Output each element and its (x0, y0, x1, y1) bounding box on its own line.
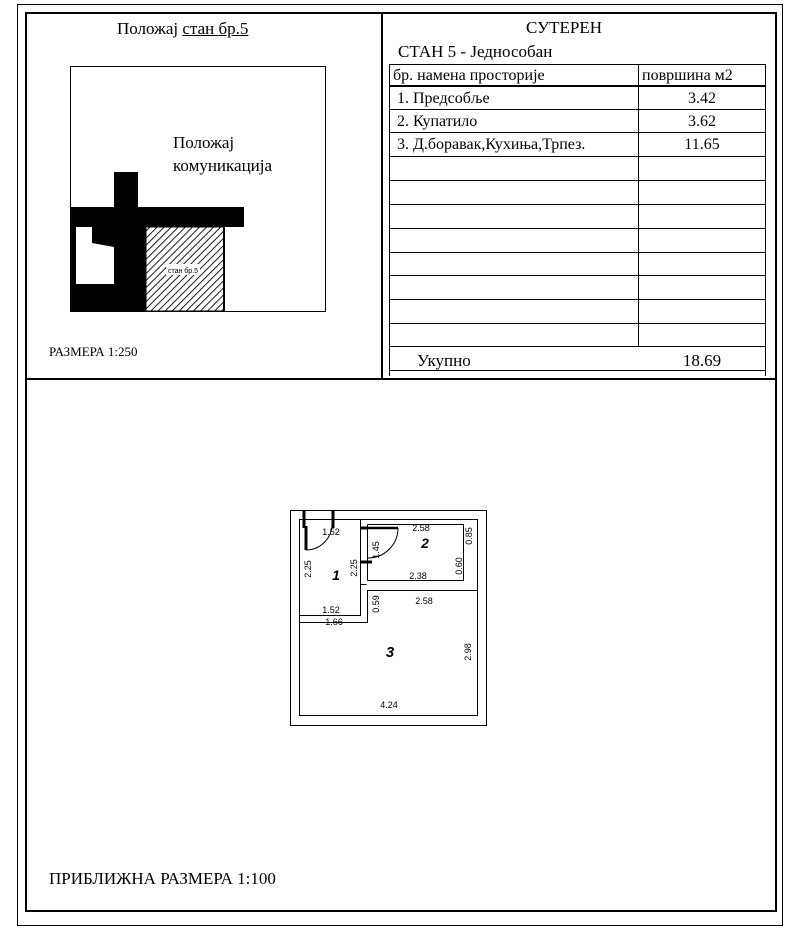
location-title-unit: стан бр.5 (182, 19, 249, 38)
row-line (389, 85, 766, 87)
dim-0-60: 0.60 (454, 557, 464, 575)
dim-0-85: 0.85 (464, 527, 474, 545)
schedule-unit: СТАН 5 - Једнособан (398, 42, 553, 61)
location-scale: РАЗМЕРА 1:250 (49, 344, 138, 359)
schedule-level: СУТЕРЕН (526, 18, 603, 37)
dim-2-98: 2.98 (463, 643, 473, 661)
dim-2-38: 2.38 (409, 571, 427, 581)
dim-1-52-bot: 1.52 (322, 605, 340, 615)
room-number-3: 3 (385, 644, 395, 661)
dim-1-45: 1.45 (371, 541, 381, 559)
dim-1-66: 1.66 (325, 617, 343, 627)
location-title-prefix: Положај (117, 19, 179, 38)
table-top-border (389, 64, 766, 65)
communication-column (128, 227, 146, 311)
room-area: 3.62 (688, 113, 716, 130)
row-line (389, 156, 766, 157)
table-left-border (389, 64, 390, 376)
row-line (389, 275, 766, 276)
outer-wall-outline (291, 511, 487, 726)
dim-2-58-top: 2.58 (412, 523, 430, 533)
schedule-table (389, 64, 766, 376)
dim-2-25-mid: 2.25 (349, 559, 359, 577)
total-value: 18.69 (682, 351, 722, 370)
total-label: Укупно (417, 351, 471, 370)
row-line (389, 109, 766, 110)
dim-0-59: 0.59 (371, 595, 381, 613)
row-line (389, 204, 766, 205)
communication-label-1: Положај (173, 133, 235, 152)
room-number-2: 2 (421, 535, 429, 551)
room-name: 2. Купатило (397, 113, 478, 130)
communication-left-bottom (70, 284, 136, 311)
horizontal-divider (25, 378, 777, 380)
room-number-1: 1 (332, 567, 340, 583)
row-line (389, 299, 766, 300)
location-plan (70, 66, 326, 312)
plan-scale: ПРИБЛИЖНА РАЗМЕРА 1:100 (49, 869, 276, 888)
row-line (389, 252, 766, 253)
location-title (117, 20, 248, 37)
row-line (389, 180, 766, 181)
row-line (389, 228, 766, 229)
dim-2-58-mid: 2.58 (415, 596, 433, 606)
dim-4-24: 4.24 (380, 700, 398, 710)
row-line (389, 323, 766, 324)
room-name: 3. Д.боравак,Кухиња,Трпез. (397, 136, 586, 153)
row-line (389, 132, 766, 133)
floor-plan (290, 510, 490, 728)
communication-horizontal (70, 207, 244, 227)
table-right-border (765, 64, 766, 376)
unit-marker: стан бр.5 (167, 268, 199, 275)
room-area: 3.42 (688, 90, 716, 107)
communication-label-2: комуникација (173, 156, 273, 175)
vertical-divider (381, 12, 383, 379)
row-line (389, 346, 766, 347)
dim-2-25-left: 2.25 (303, 560, 313, 578)
row-line (389, 370, 766, 371)
room-name: 1. Предсобље (397, 90, 490, 107)
dim-1-52-top: 1.52 (322, 527, 340, 537)
room-area: 11.65 (684, 136, 720, 153)
header-area: површина м2 (642, 67, 733, 84)
header-room: бр. намена просторије (393, 67, 545, 84)
